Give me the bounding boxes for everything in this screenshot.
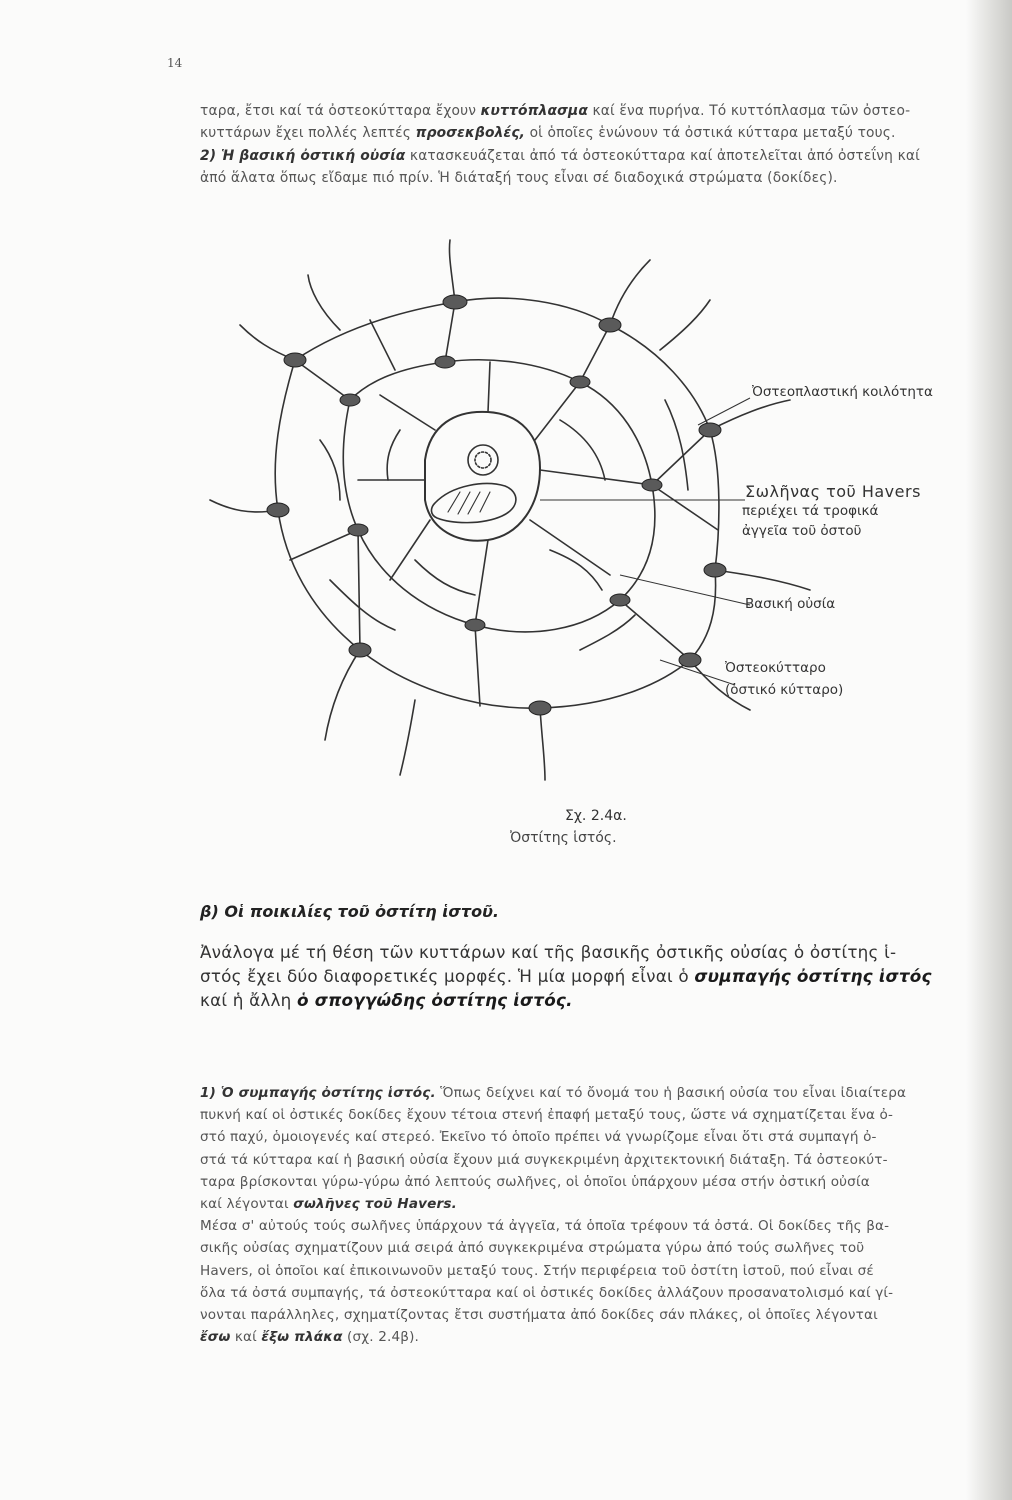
term-compact-bone: συμπαγής ὀστίτης ἱστός (694, 966, 932, 986)
figure-caption: Ὀστίτης ἱστός. (510, 830, 617, 846)
text-run: Ὅπως δείχνει καί τό ὄνομά του ἡ βασική οὐσία του εἶναι ἰδιαίτερα (435, 1085, 907, 1101)
label-osteoplastic-cavity: Ὀστεοπλαστική κοιλότητα (752, 384, 933, 400)
label-ground-substance: Βασική οὐσία (745, 596, 836, 612)
varieties-line-3 (200, 988, 990, 1012)
varieties-line-1: Ἀνάλογα μέ τή θέση τῶν κυττάρων καί τῆς βασικῆς ὀστικῆς οὐσίας ὁ ὀστίτης ἱ- (200, 942, 897, 962)
text-run: οἱ ὁποῖες ἑνώνουν τά ὀστικά κύτταρα μεταξύ τους. (525, 125, 896, 142)
page-number: 14 (167, 56, 183, 70)
text-run: καί ἕνα πυρήνα. Τό κυττόπλασμα τῶν ὀστεο- (587, 103, 911, 119)
compact-line-8: σικῆς οὐσίας σχηματίζουν μιά σειρά ἀπό συγκεκριμένα στρώματα γύρω ἀπό τούς σωλῆνες τοῦ (200, 1240, 865, 1257)
compact-line-1 (200, 1082, 990, 1104)
text-run: καί λέγονται (200, 1196, 294, 1213)
compact-line-2: πυκνή καί οἱ ὀστικές δοκίδες ἔχουν τέτοια στενή ἐπαφή μεταξύ τους, ὥστε νά σχηματίζεται ἕνα ὀ- (200, 1107, 894, 1124)
text-run: ταρα, ἔτσι καί τά ὀστεοκύτταρα ἔχουν (200, 103, 481, 119)
term-havers-canals: σωλῆνες τοῦ Havers. (293, 1196, 457, 1213)
text-run: καί (230, 1329, 262, 1346)
term-cytoplasm: κυττόπλασμα (480, 103, 588, 119)
term-matrix: 2) Ἡ βασική ὀστική οὐσία (200, 147, 406, 164)
term-spongy-bone: ὁ σπογγώδης ὀστίτης ἱστός. (297, 990, 573, 1010)
compact-line-4: στά τά κύτταρα καί ἡ βασική οὐσία ἔχουν μιά συγκεκριμένη ἀρχιτεκτονική διάταξη. Τά ὀστεοκύτ- (200, 1151, 888, 1168)
compact-line-10: ὅλα τά ὀστά συμπαγής, τά ὀστεοκύτταρα καί οἱ ὀστικές δοκίδες ἀλλάζουν προσανατολισμό καί γί- (200, 1284, 894, 1301)
intro-paragraph (200, 100, 990, 190)
label-havers-desc-1: περιέχει τά τροφικά (742, 503, 879, 519)
compact-line-12 (200, 1326, 990, 1348)
compact-line-9: Havers, οἱ ὁποῖοι καί ἐπικοινωνοῦν μεταξύ τους. Στήν περιφέρεια τοῦ ὀστίτη ἱστοῦ, πού εἶναι σέ (200, 1262, 874, 1279)
intro-line-2 (200, 122, 990, 144)
compact-line-5: ταρα βρίσκονται γύρω-γύρω ἀπό λεπτούς σωλῆνες, οἱ ὁποῖοι ὑπάρχουν μέσα στήν ὀστική οὐσία (200, 1173, 870, 1190)
label-havers-desc-2: ἀγγεῖα τοῦ ὀστοῦ (742, 523, 862, 539)
compact-line-11: νονται παράλληλες, σχηματίζοντας ἔτσι συστήματα ἀπό δοκίδες σάν πλάκες, οἱ ὁποῖες λέγονται (200, 1307, 878, 1324)
term-outer-plate: ἔξω πλάκα (261, 1329, 343, 1346)
label-bone-cell: (ὀστικό κύτταρο) (725, 682, 844, 698)
text-run: καί ἡ ἄλλη (200, 990, 298, 1010)
intro-line-1 (200, 100, 990, 122)
term-processes: προσεκβολές, (415, 125, 526, 142)
label-havers-canal: Σωλῆνας τοῦ Havers (745, 482, 921, 501)
compact-bone-paragraph (200, 1082, 990, 1348)
subheading-compact: 1) Ὁ συμπαγής ὀστίτης ἱστός. (200, 1085, 436, 1101)
figure-number: Σχ. 2.4α. (565, 808, 627, 824)
text-run: στός ἔχει δύο διαφορετικές μορφές. Ἡ μία μορφή εἶναι ὁ (200, 966, 695, 986)
varieties-line-2 (200, 964, 990, 988)
text-run: κατασκευάζεται ἀπό τά ὀστεοκύτταρα καί ἀποτελεῖται ἀπό ὀστεΐνη καί (405, 147, 920, 164)
intro-line-3 (200, 145, 990, 167)
varieties-paragraph (200, 940, 990, 1012)
text-run: κυττάρων ἔχει πολλές λεπτές (200, 125, 416, 142)
bone-tissue-figure (190, 230, 980, 790)
compact-line-3: στό παχύ, ὁμοιογενές καί στερεό. Ἐκεῖνο τό ὁποῖο πρέπει νά γνωρίζομε εἶναι ὅτι στά συμπαγή ὀ- (200, 1129, 877, 1146)
intro-line-4: ἀπό ἅλατα ὅπως εἴδαμε πιό πρίν. Ἡ διάταξή τους εἶναι σέ διαδοχικά στρώματα (δοκίδες). (200, 170, 838, 187)
text-run: (σχ. 2.4β). (342, 1329, 420, 1346)
section-heading: β) Οἱ ποικιλίες τοῦ ὀστίτη ἱστοῦ. (200, 902, 499, 921)
label-osteocyte: Ὀστεοκύτταρο (725, 660, 826, 676)
compact-line-6 (200, 1193, 990, 1215)
term-inner: ἔσω (200, 1329, 231, 1346)
compact-line-7: Μέσα σ' αὐτούς τούς σωλῆνες ὑπάρχουν τά ἀγγεῖα, τά ὁποῖα τρέφουν τά ὀστά. Οἱ δοκίδες τῆς βα- (200, 1218, 890, 1235)
